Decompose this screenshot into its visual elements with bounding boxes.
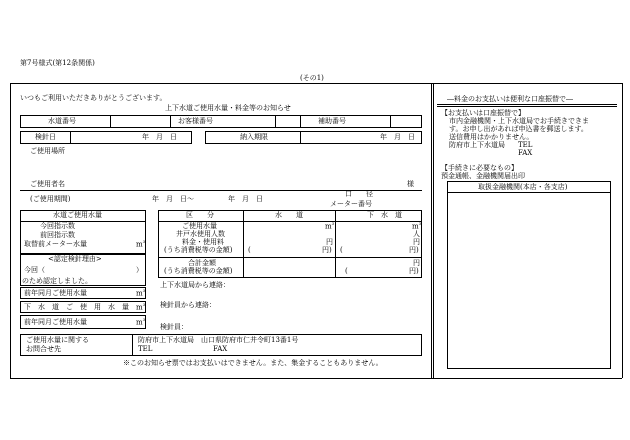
well-unit: 人 (413, 230, 420, 238)
well-label: 井戸水使用人数 (176, 230, 225, 238)
user-name-label: ご使用者名 (30, 180, 65, 188)
office-contact-label: 上下水道局から連絡： (160, 281, 230, 289)
water-tax-open: ( (248, 246, 251, 254)
caliber-label: 口 径 (345, 190, 373, 198)
inquiry-tel: TEL (138, 345, 153, 353)
bank-box-title: 取扱金融機関(本店・各支店) (478, 183, 568, 191)
sewer-header: 下 水 道 (367, 211, 402, 219)
row-line (158, 257, 422, 258)
water-usage-header: 水道ご使用水量 (53, 211, 102, 219)
side-fax: FAX (518, 149, 533, 157)
sewer-usage-unit: $m^3$ (412, 221, 422, 231)
divider (300, 115, 301, 128)
bank-box-divider (447, 192, 611, 193)
this-time-close: ） (136, 266, 143, 274)
perforation-line (431, 83, 434, 378)
col-line (243, 210, 244, 278)
total-tax-unit: 円) (409, 267, 419, 275)
col-line (335, 210, 336, 278)
current-reading-label: 今回指示数 (40, 222, 75, 230)
reader-contact-label: 検針員から連絡： (160, 301, 216, 309)
reading-date-label: 検針日 (35, 133, 56, 141)
water-tax-unit: 円) (322, 246, 332, 254)
section1-line-2: す。お申し出があれば申込書を郵送します。 (449, 125, 588, 133)
reading-date-value: 年 月 日 (142, 133, 177, 141)
inquiry-office: 防府市上下水道局 山口県防府市仁井令町13番1号 (138, 336, 299, 344)
last-year-label-2: 前年同月ご使用水量 (24, 318, 87, 326)
section2-line: 預金通帳、金融機関届出印 (441, 172, 525, 180)
sewer-fee-unit: 円 (413, 238, 420, 246)
total-label: 合計金額 (188, 259, 216, 267)
meter-before-label: 取替前メーター水量 (24, 240, 87, 248)
number-row (20, 115, 422, 128)
divider (132, 334, 133, 356)
greeting: いつもご利用いただきありがとうございます。 (20, 94, 167, 102)
frame-top (10, 83, 622, 84)
period-label: (ご使用期間) (30, 195, 71, 203)
water-fee-unit: 円 (326, 238, 333, 246)
category-header: 区 分 (186, 211, 214, 219)
last-year-unit: $m^3$ (136, 288, 146, 298)
tax-label-2: (うち消費税等の金額) (164, 267, 233, 275)
total-tax-open: ( (345, 267, 348, 275)
side-office: 防府市上下水道局 (449, 141, 505, 149)
frame-right (622, 83, 623, 378)
period-from: 年 月 日〜 (152, 195, 194, 203)
form-number: 第7号様式(第12条関係) (20, 59, 95, 67)
side-tel: TEL (518, 141, 533, 149)
period-to: 年 月 日 (228, 195, 263, 203)
divider (275, 115, 276, 128)
section1-title: 【お支払いは口座振替で】 (441, 109, 525, 117)
sewer-tax-open: ( (340, 246, 343, 254)
deadline-date-value: 年 月 日 (380, 133, 415, 141)
inquiry-fax: FAX (213, 345, 228, 353)
honorific: 様 (407, 180, 414, 188)
divider (110, 115, 111, 128)
last-year-unit-2: $m^3$ (136, 317, 146, 327)
water-header: 水 道 (275, 211, 303, 219)
total-unit: 円 (413, 259, 420, 267)
footer-note: ※このお知らせ票ではお支払いはできません。また、集金することもありません。 (123, 359, 383, 367)
water-no-label: 水道番号 (48, 117, 76, 125)
frame-left (10, 83, 11, 378)
divider (70, 131, 71, 144)
tax-label: (うち消費税等の金額) (164, 246, 233, 254)
location-label: ご使用場所 (30, 147, 65, 155)
section1-line-1: 市内金融機関・上下水道局でお手続きできま (449, 117, 589, 125)
divider (300, 131, 301, 144)
meter-before-unit: $m^3$ (136, 239, 146, 249)
inquiry-label-1: ご使用水量に関する (26, 336, 89, 344)
this-time-label: 今回（ (24, 266, 45, 274)
water-usage-unit: $m^3$ (325, 221, 335, 231)
last-year-label: 前年同月ご使用水量 (24, 289, 87, 297)
sewer-volume-unit: $m^3$ (136, 302, 146, 312)
page-note: (その1) (300, 74, 324, 82)
frame-bottom (10, 378, 622, 379)
banner-double-line (437, 104, 617, 107)
deadline-label: 納入期限 (240, 133, 268, 141)
inquiry-label-2: お問合せ先 (26, 345, 61, 353)
previous-reading-label: 前回指示数 (40, 231, 75, 239)
usage-label: ご使用水量 (182, 222, 217, 230)
notice-title: 上下水道ご使用水量・料金等のお知らせ (165, 104, 291, 112)
customer-no-label: お客様番号 (178, 117, 213, 125)
row-line (20, 221, 146, 222)
reader-label: 検針員： (160, 323, 188, 331)
divider (390, 115, 391, 128)
sewer-tax-unit: 円) (409, 246, 419, 254)
recognition-title: <認定検針理由> (48, 255, 102, 263)
divider (170, 115, 171, 128)
bank-box (447, 181, 611, 369)
sub-no-label: 補助番号 (318, 117, 346, 125)
section1-line-3: 送信費用はかかりません。 (449, 133, 534, 141)
section2-title: 【手続きに必要なもの】 (441, 164, 518, 172)
side-banner: ―料金のお支払いは便利な口座振替で― (447, 95, 573, 103)
sewer-volume-label: 下 水 道 ご 使 用 水 量 (24, 303, 129, 311)
meter-no-label: メーター番号 (330, 200, 372, 208)
recognition-text: のため認定しました。 (22, 277, 92, 285)
fee-label: 料金・使用料 (182, 238, 224, 246)
